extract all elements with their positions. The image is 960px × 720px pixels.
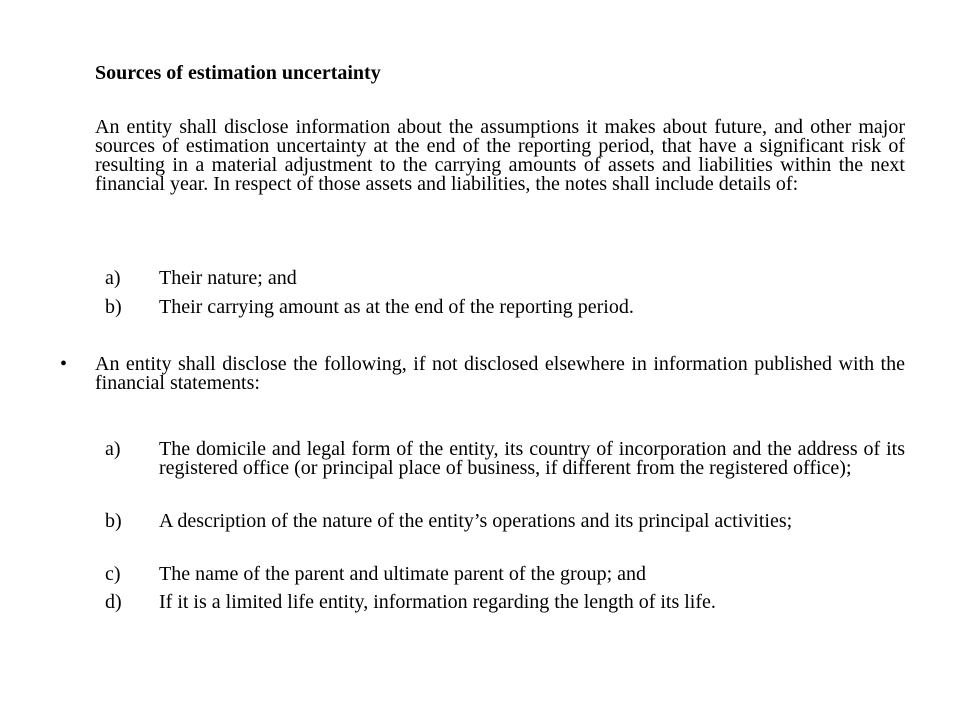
section-heading: Sources of estimation uncertainty	[95, 62, 381, 84]
paragraph-estimation-uncertainty: An entity shall disclose information about the assumptions it makes about future, and other major sources of estimation uncertainty at the end of the reporting period, that have a significant risk of resulting in a material adjustment to the carrying amounts of assets and liabilities within the next financial year. In respect of those assets and liabilities, the notes shall include details of:	[95, 116, 905, 195]
list-marker: b)	[105, 510, 122, 532]
paragraph-disclosure: An entity shall disclose the following, if not disclosed elsewhere in information published with the financial statements:	[95, 353, 905, 394]
list-marker: a)	[105, 267, 121, 289]
list-marker: c)	[105, 563, 121, 585]
list-item-text: The domicile and legal form of the entity, its country of incorporation and the address of its registered office (or principal place of business, if different from the registered office);	[159, 438, 905, 479]
list-item-text: If it is a limited life entity, information regarding the length of its life.	[159, 591, 716, 613]
list-item-text: A description of the nature of the entity’s operations and its principal activities;	[159, 510, 793, 532]
list-marker: a)	[105, 438, 121, 460]
list-marker: b)	[105, 296, 122, 318]
list-marker: d)	[105, 591, 122, 613]
bullet-icon: •	[60, 353, 68, 375]
list-item-text: Their carrying amount as at the end of the reporting period.	[159, 296, 634, 318]
list-item-text: The name of the parent and ultimate parent of the group; and	[159, 563, 647, 585]
list-item-text: Their nature; and	[159, 267, 297, 289]
